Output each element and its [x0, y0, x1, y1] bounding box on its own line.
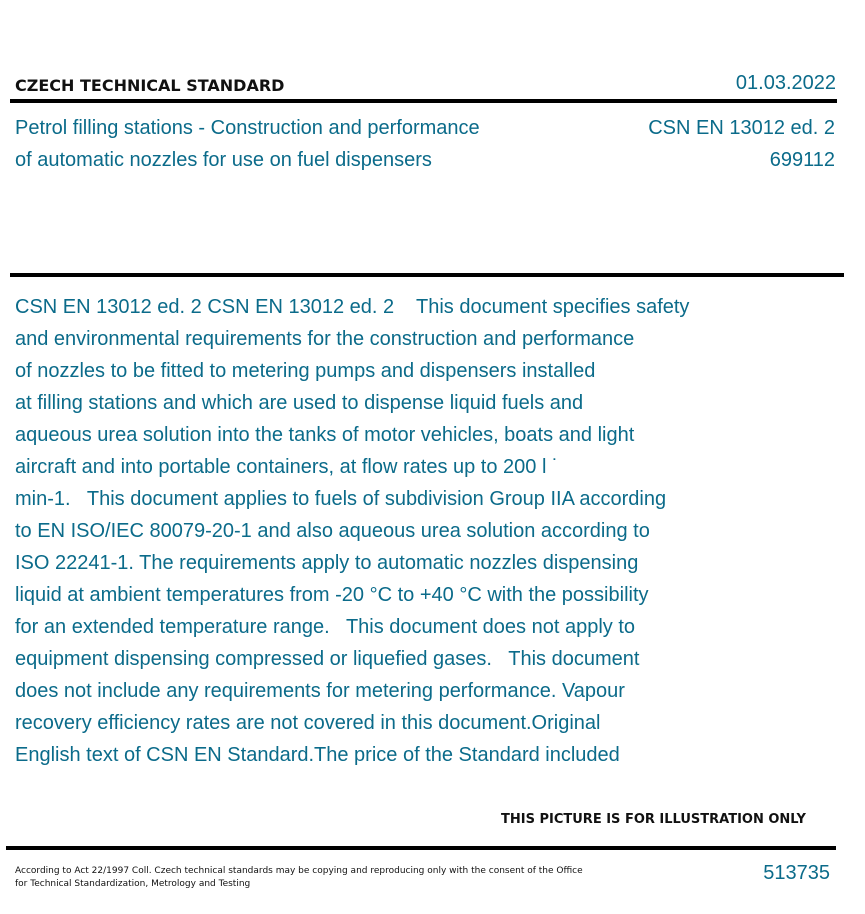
- title-line-1: Petrol filling stations - Construction and performance: [15, 117, 480, 139]
- legal-line: for Technical Standardization, Metrology and Testing: [15, 879, 251, 889]
- standard-label: CZECH TECHNICAL STANDARD: [15, 76, 285, 95]
- abstract-line: aircraft and into portable containers, at flow rates up to 200 l ˙: [15, 456, 559, 478]
- abstract-line: equipment dispensing compressed or liquefied gases. This document: [15, 648, 640, 670]
- footer-divider: [6, 846, 836, 850]
- abstract-line: and environmental requirements for the construction and performance: [15, 328, 635, 350]
- legal-notice: [15, 865, 615, 891]
- legal-line: According to Act 22/1997 Coll. Czech technical standards may be copying and reproducing only with the consent of the Office: [15, 866, 583, 876]
- abstract-line: does not include any requirements for metering performance. Vapour: [15, 680, 625, 702]
- order-number: 513735: [763, 862, 830, 884]
- abstract-line: min-1. This document applies to fuels of subdivision Group IIA according: [15, 488, 667, 510]
- abstract-line: recovery efficiency rates are not covered in this document.Original: [15, 712, 601, 734]
- standard-code: CSN EN 13012 ed. 2: [648, 117, 835, 139]
- abstract-line: liquid at ambient temperatures from -20 °C to +40 °C with the possibility: [15, 584, 649, 606]
- illustration-notice: THIS PICTURE IS FOR ILLUSTRATION ONLY: [501, 812, 806, 827]
- abstract: [15, 291, 775, 771]
- abstract-line: to EN ISO/IEC 80079-20-1 and also aqueous urea solution according to: [15, 520, 650, 542]
- publication-date: 01.03.2022: [735, 72, 836, 94]
- header-divider: [10, 99, 837, 103]
- classification-number: 699112: [769, 149, 835, 171]
- abstract-line: for an extended temperature range. This document does not apply to: [15, 616, 636, 638]
- abstract-line: of nozzles to be fitted to metering pumps and dispensers installed: [15, 360, 596, 382]
- title-divider: [10, 273, 844, 277]
- abstract-line: ISO 22241-1. The requirements apply to automatic nozzles dispensing: [15, 552, 639, 574]
- title-line-2: of automatic nozzles for use on fuel dispensers: [15, 149, 432, 171]
- abstract-line: aqueous urea solution into the tanks of motor vehicles, boats and light: [15, 424, 635, 446]
- abstract-line: at filling stations and which are used to dispense liquid fuels and: [15, 392, 584, 414]
- abstract-line: English text of CSN EN Standard.The price of the Standard included: [15, 744, 620, 766]
- abstract-line: CSN EN 13012 ed. 2 CSN EN 13012 ed. 2 This document specifies safety: [15, 296, 690, 318]
